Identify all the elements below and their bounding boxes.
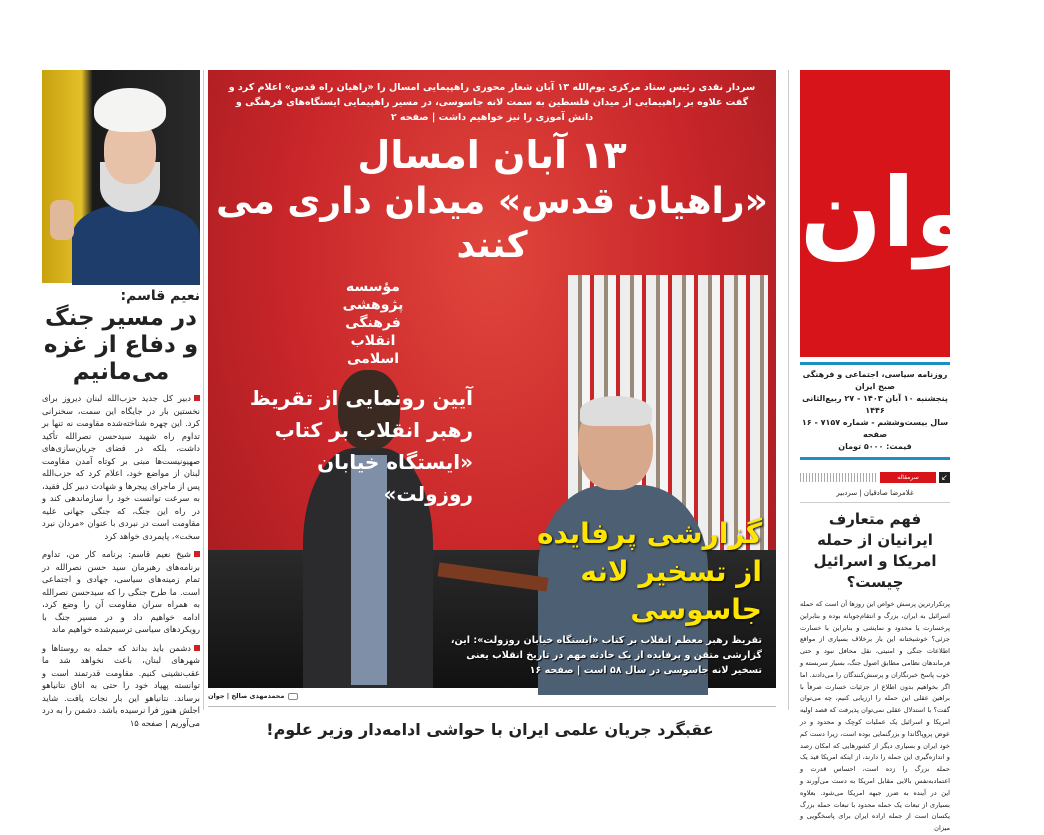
left-article-body	[42, 392, 200, 729]
bullet-square-icon	[194, 551, 200, 557]
paragraph-text: دبیر کل جدید حزب‌الله لبنان دیروز برای نخستین بار در جایگاه این سمت، سخنرانی کرد. این چهره شناخته‌شده مقاومت نه تنها بر تداوم راه شهید سیدحسن نصرالله تأکید داشت، بلکه در فضای جریان‌سازی‌های صهیونیست‌ها مبنی بر کوتاه آمدن مقاومت لبنان از مواضع خود، اعلام کرد که حزب‌الله پس از ماجرای پیجرها و شهادت دبیر کل فقید، به سرعت توانست خود را سازماندهی کند و در راه این جنگ، که جنگی جهانی علیه مقاومت است در نبردی با عنوان «مردان نبرد سخت»، پایمردی خواهد کرد	[42, 393, 200, 541]
left-column	[42, 287, 200, 735]
hatch-decoration	[800, 473, 878, 482]
info-line: قیمت: ۵۰۰۰ تومان	[838, 442, 912, 451]
hero-subtitle-line2: از تسخیر لانه جاسوسی	[580, 555, 762, 626]
bullet-square-icon	[194, 395, 200, 401]
issue-info	[800, 365, 950, 457]
left-kicker: نعیم قاسم:	[120, 288, 200, 304]
paragraph-text: دشمن باید بداند که حمله به روستاها و شهرهای لبنان، باعث نخواهد شد ما عقب‌نشینی کنیم. مقاومت قدرتمند است و توانسته پهپاد خود را حتی به اتاق نتانیاهو برساند. نتانیاهو این بار نجات یافت. شاید اجلش هنوز فرا نرسیده باشد. دشمن را به درد می‌آوریم | صفحه ۱۵	[42, 642, 200, 728]
hero-title-line1: ۱۳ آبان امسال	[357, 133, 627, 177]
hero-description: تقریظ رهبر معظم انقلاب بر کتاب «ایستگاه خیابان روزولت»: این، گزارشی متقن و پرفایده از یک حادثه مهم در تاریخ انقلاب یعنی تسخیر لانه جاسوسی در سال ۵۸ است | صفحه ۱۶	[450, 635, 762, 676]
hero-subtitle-line1: گزارشی پرفایده	[536, 517, 762, 550]
hero-subtitle-block	[442, 515, 762, 678]
hero-photo	[208, 70, 776, 688]
banner-text: آیین رونمایی از تقریظ رهبر انقلاب بر کتاب «ایستگاه خیابان روزولت»	[249, 386, 473, 506]
info-line: روزنامه سیاسی، اجتماعی و فرهنگی صبح ایران	[802, 370, 948, 391]
bullet-square-icon	[194, 645, 200, 651]
photo-credit-text: محمدمهدی صالح | جوان	[208, 692, 285, 700]
photo-credit	[208, 692, 298, 700]
photo-robe	[72, 205, 200, 285]
hero-title-line2: «راهیان قدس» میدان داری می کنند	[216, 181, 768, 266]
info-line: پنجشنبه ۱۰ آبان ۱۴۰۳ - ۲۷ ربیع‌الثانی ۱۴۴۶	[802, 394, 948, 415]
paragraph-text: شیخ نعیم قاسم: برنامه کار من، تداوم برنامه‌های رهبرمان سید حسن نصرالله در تمام زمینه‌های سیاسی، جهادی و اجتماعی است. ما طرح جنگی را که سیدحسن نصرالله به همراه سران مقاومت آن را وضع کرد، ادامه خواهیم داد و در مسیر جنگ با رویکردهای سیاسی ترسیم‌شده خواهیم ماند	[42, 549, 200, 634]
photo-turban	[94, 88, 166, 132]
left-paragraph	[42, 392, 200, 542]
column-divider	[788, 70, 789, 710]
photo-hand	[50, 200, 74, 240]
arrow-icon: ↙	[939, 472, 950, 483]
left-paragraph	[42, 548, 200, 636]
editorial-body: پرتکرارترین پرسش خواص این روزها آن است که حمله اسرائیل به ایران، بزرگ و انتقام‌جویانه بوده و بنابراین پرخسارت یا محدود و نمایشی و بنابراین با خسارت جزئی؟ خوشبختانه این بار برخلاف بسیاری از مواقع اطلاعات جنگی و امنیتی، نقل محافل نبود و حتی فرماندهان نظامی مطابق اصول جنگ، بسیار سربسته و خوب پاسخ خبرنگاران و پرسش‌کنندگان را می‌دادند. اما اگر بخواهیم بدون اطلاع از جزئیات خسارت صرفاً با براهین عقلی این حمله را ارزیابی کنیم، چه می‌توان گفت؟ با استدلال عقلی نمی‌توان پذیرفت که قصد اولیه امریکا و اسرائیل یک عملیات کوچک و محدود و در عوض پروپاگاندا و بزرگنمایی بوده است، زیرا دست کم خود ایران و بسیاری دیگر از کشورهایی که امکان رصد و اندازه‌گیری این حمله را دارند، از اینکه امریکا قید یک حمله بزرگ را زده است، احساس قدرت و اعتمادبه‌نفس بالایی مقابل امریکا به دست می‌آورند و این در آینده به ضرر جبهه امریکا می‌شود. بعلاوه بسیاری از تبعات یک حمله محدود با تبعات حمله بزرگ یکسان است از جمله اراده ایران برای پاسخگویی و میزان	[800, 600, 950, 833]
editorial-tag: سرمقاله	[880, 472, 936, 483]
naim-qassem-photo	[42, 70, 200, 283]
blue-rule	[800, 457, 950, 460]
editorial-author: غلامرضا صادقیان | سردبیر	[800, 483, 950, 503]
bottom-headline[interactable]: عقبگرد جریان علمی ایران با حواشی ادامه‌دار وزیر علوم!	[266, 720, 714, 739]
institute-seal: مؤسسه پژوهشی فرهنگی انقلاب اسلامی	[342, 279, 404, 367]
editorial-tag-row	[800, 472, 950, 483]
column-divider	[203, 70, 204, 710]
editorial-title[interactable]: فهم متعارف ایرانیان از حمله امریکا و اسرائیل چیست؟	[813, 510, 937, 591]
horizontal-divider	[208, 706, 776, 707]
left-headline: در مسیر جنگ و دفاع از غزه می‌مانیم	[43, 305, 199, 385]
camera-icon	[288, 693, 298, 700]
hero-lead: سردار نقدی رئیس ستاد مرکزی یوم‌الله ۱۳ آبان شعار محوری راهپیمایی امسال را «راهیان راه قدس» اعلام کرد و گفت علاوه بر راهپیمایی از میدان فلسطین به سمت لانه جاسوسی، در مسیر راهپیمایی ایستگاه‌های فرهنگی و دانش آموزی را نیز خواهیم داشت | صفحه ۲	[228, 82, 756, 123]
info-line: سال بیست‌وششم - شماره ۷۱۵۷ - ۱۶ صفحه	[801, 418, 949, 439]
masthead-logo: جوان	[800, 70, 950, 357]
left-paragraph	[42, 642, 200, 730]
right-column	[800, 362, 950, 835]
